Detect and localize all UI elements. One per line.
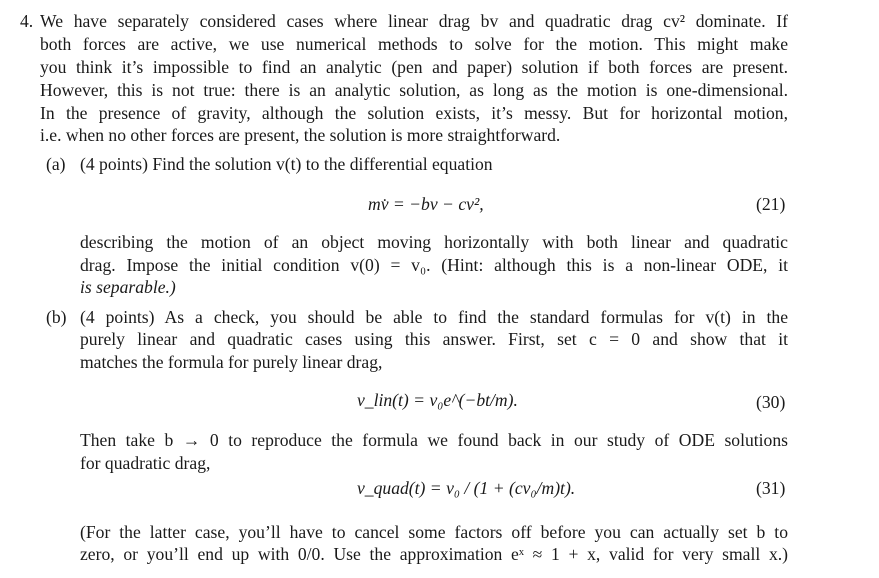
- intro-line: In the presence of gravity, although the solution exists, it’s messy. But for horizontal motion,: [40, 103, 788, 123]
- part-a-body-line: describing the motion of an object moving horizontally with both linear and quadratic: [80, 232, 788, 252]
- part-a-header: (4 points) Find the solution v(t) to the differential equation: [80, 154, 493, 174]
- part-a-label: (a): [46, 154, 66, 174]
- part-a-body-line: is separable.): [80, 277, 176, 297]
- intro-line: both forces are active, we use numerical methods to solve for the motion. This might make: [40, 34, 788, 54]
- equation-number-31: (31): [756, 478, 786, 498]
- part-b-closing-line: (For the latter case, you’ll have to cancel some factors off before you can actually set b to: [80, 522, 788, 542]
- equation-21: mv̇ = −bv − cv²,: [368, 194, 484, 214]
- intro-line: However, this is not true: there is an analytic solution, as long as the motion is one-dimensional.: [40, 80, 788, 100]
- part-b-body-line: matches the formula for purely linear drag,: [80, 352, 383, 372]
- equation-30: v_lin(t) = v₀e^(−bt/m).: [357, 390, 518, 410]
- equation-number-21: (21): [756, 194, 786, 214]
- part-a-body-line: drag. Impose the initial condition v(0) = v₀. (Hint: although this is a non-linear ODE, it: [80, 255, 788, 275]
- part-b-body-line: (4 points) As a check, you should be able to find the standard formulas for v(t) in the: [80, 307, 788, 327]
- part-b-middle-line: for quadratic drag,: [80, 453, 211, 473]
- part-b-body-line: purely linear and quadratic cases using this answer. First, set c = 0 and show that it: [80, 329, 788, 349]
- equation-31: v_quad(t) = v₀ / (1 + (cv₀/m)t).: [357, 478, 576, 498]
- part-b-label: (b): [46, 307, 67, 327]
- part-b-closing-line: zero, or you’ll end up with 0/0. Use the approximation eˣ ≈ 1 + x, valid for very small x.): [80, 544, 788, 564]
- intro-line: i.e. when no other forces are present, the solution is more straightforward.: [40, 125, 561, 145]
- intro-line: you think it’s impossible to find an analytic (pen and paper) solution if both forces are present.: [40, 57, 788, 77]
- intro-line: We have separately considered cases where linear drag bv and quadratic drag cv² dominate. If: [40, 11, 788, 31]
- part-b-middle-line: Then take b → 0 to reproduce the formula we found back in our study of ODE solutions: [80, 430, 788, 450]
- equation-number-30: (30): [756, 392, 786, 412]
- problem-number: 4.: [20, 11, 34, 31]
